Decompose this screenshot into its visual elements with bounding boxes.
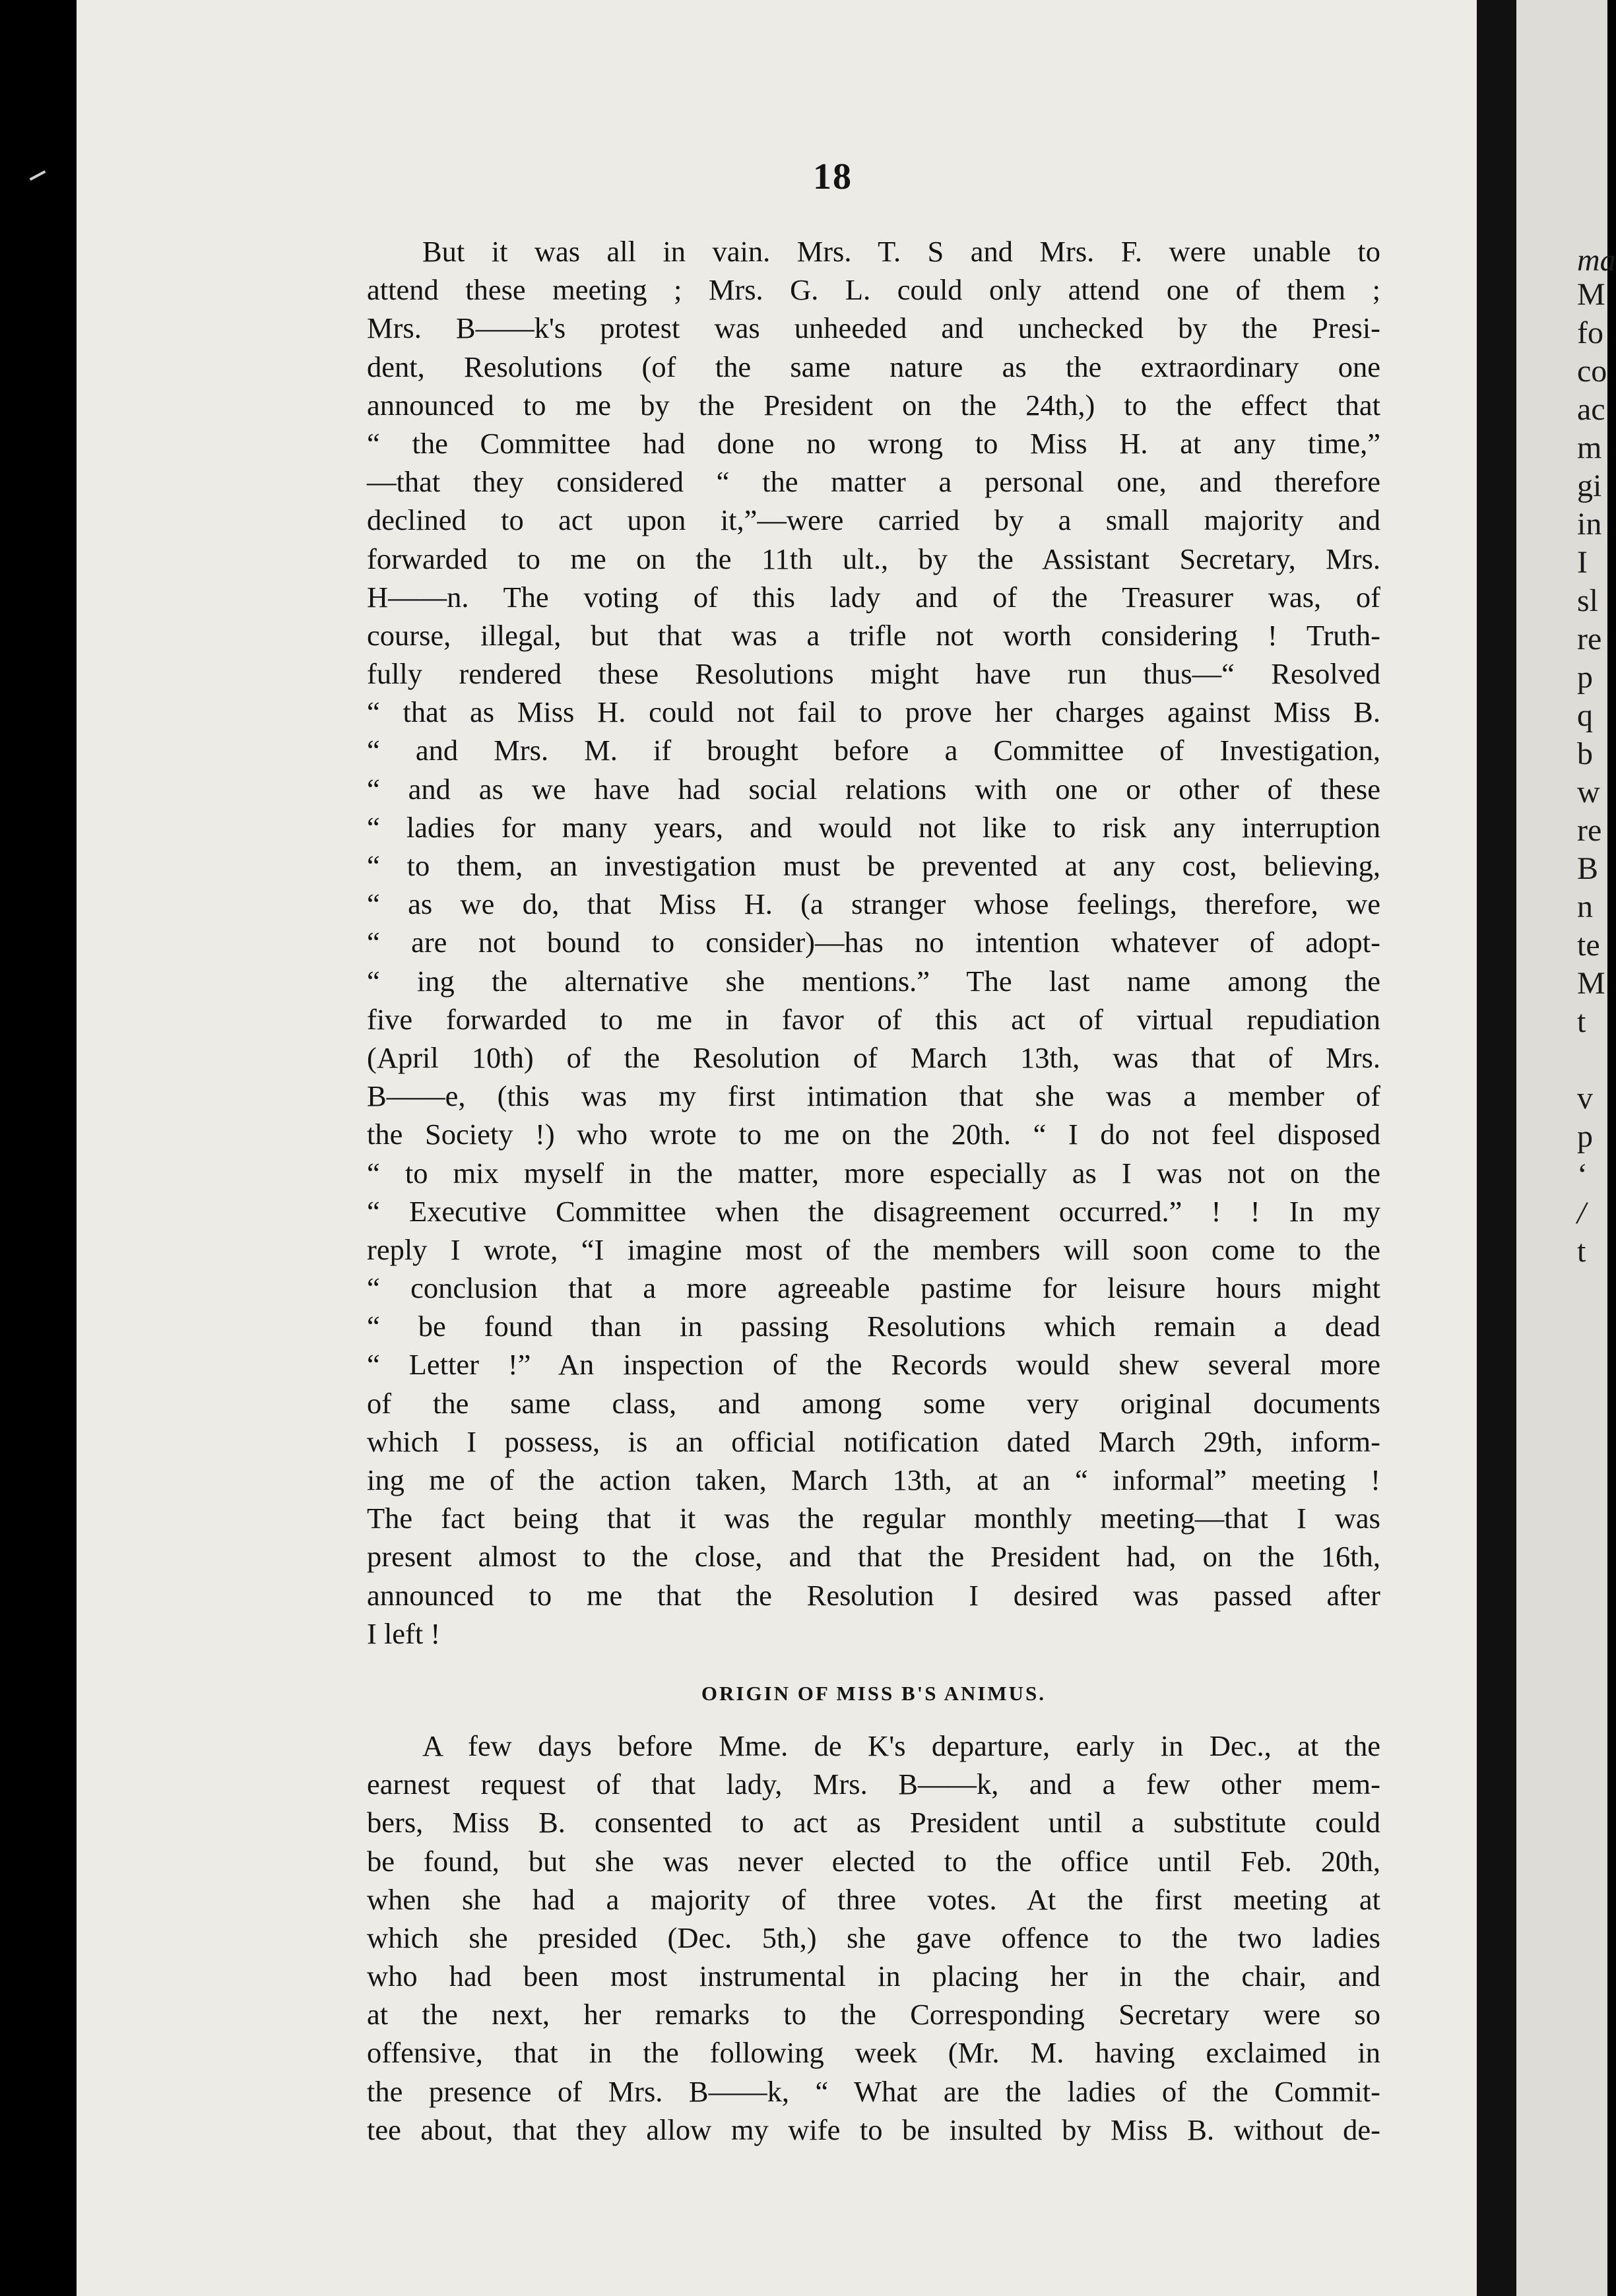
- text-line: when she had a majority of three votes. At the first meeting at: [367, 1882, 1380, 1916]
- text-line: “ be found than in passing Resolutions which remain a dead: [367, 1310, 1380, 1343]
- text-line: the Society !) who wrote to me on the 20th. “ I do not feel disposed: [367, 1118, 1380, 1151]
- text-line: “ the Committee had done no wrong to Miss H. at any time,”: [367, 426, 1380, 460]
- facing-line-fragment: q: [1577, 698, 1593, 733]
- text-line: earnest request of that lady, Mrs. B——k, and a few other mem-: [367, 1768, 1380, 1801]
- text-line: tee about, that they allow my wife to be insulted by Miss B. without de-: [367, 2113, 1380, 2146]
- facing-line-fragment: re: [1577, 622, 1602, 656]
- text-line: “ ladies for many years, and would not like to risk any interruption: [367, 810, 1380, 844]
- text-line: fully rendered these Resolutions might have run thus—“ Resolved: [367, 657, 1380, 691]
- main-text-block: [367, 232, 1380, 2149]
- text-line: A few days before Mme. de K's departure, early in Dec., at the: [422, 1729, 1380, 1762]
- text-line: B——e, (this was my first intimation that she was a member of: [367, 1079, 1380, 1113]
- facing-line-fragment: gi: [1577, 468, 1602, 503]
- facing-line-fragment: v: [1577, 1081, 1593, 1116]
- text-line: I left !: [367, 1616, 441, 1650]
- text-line: dent, Resolutions (of the same nature as the extraordinary one: [367, 350, 1380, 383]
- text-line: “ and as we have had social relations with one or other of these: [367, 772, 1380, 806]
- facing-line-fragment: ac: [1577, 392, 1605, 427]
- text-line: at the next, her remarks to the Corresponding Secretary were so: [367, 1998, 1380, 2031]
- facing-line-fragment: te: [1577, 928, 1600, 963]
- text-line: which she presided (Dec. 5th,) she gave offence to the two ladies: [367, 1921, 1380, 1954]
- text-line: —that they considered “ the matter a personal one, and therefore: [367, 465, 1380, 499]
- book-gutter: [1477, 0, 1516, 2296]
- text-line: attend these meeting ; Mrs. G. L. could only attend one of them ;: [367, 273, 1380, 307]
- text-line: bers, Miss B. consented to act as President until a substitute could: [367, 1806, 1380, 1839]
- text-line: The fact being that it was the regular monthly meeting—that I was: [367, 1502, 1380, 1535]
- facing-line-fragment: ‘: [1577, 1157, 1588, 1192]
- text-line: announced to me that the Resolution I desired was passed after: [367, 1578, 1380, 1612]
- text-line: “ that as Miss H. could not fail to prove her charges against Miss B.: [367, 695, 1380, 729]
- text-line: offensive, that in the following week (Mr. M. having exclaimed in: [367, 2036, 1380, 2070]
- text-line: forwarded to me on the 11th ult., by the Assistant Secretary, Mrs.: [367, 542, 1380, 575]
- paragraph-2: [367, 1727, 1380, 2149]
- stray-scan-mark: [30, 170, 46, 181]
- facing-line-fragment: t: [1577, 1004, 1586, 1039]
- facing-line-fragment: m: [1577, 430, 1602, 465]
- text-line: declined to act upon it,”—were carried by a small majority and: [367, 503, 1380, 537]
- text-line: ing me of the action taken, March 13th, at an “ informal” meeting !: [367, 1463, 1380, 1496]
- text-line: “ Letter !” An inspection of the Records would shew several more: [367, 1348, 1380, 1382]
- text-line: reply I wrote, “I imagine most of the members will soon come to the: [367, 1232, 1380, 1266]
- facing-line-fragment: fo: [1577, 315, 1603, 350]
- text-line: Mrs. B——k's protest was unheeded and unchecked by the Presi-: [367, 311, 1380, 345]
- text-line: (April 10th) of the Resolution of March 13th, was that of Mrs.: [367, 1040, 1380, 1074]
- text-line: “ to mix myself in the matter, more especially as I was not on the: [367, 1156, 1380, 1190]
- facing-line-fragment: co: [1577, 354, 1607, 389]
- text-line: “ Executive Committee when the disagreement occurred.” ! ! In my: [367, 1194, 1380, 1228]
- text-line: But it was all in vain. Mrs. T. S and Mrs. F. were unable to: [422, 235, 1380, 268]
- text-line: “ as we do, that Miss H. (a stranger whose feelings, therefore, we: [367, 887, 1380, 921]
- text-line: the presence of Mrs. B——k, “ What are the ladies of the Commit-: [367, 2074, 1380, 2108]
- paragraph-1: [367, 232, 1380, 1653]
- text-line: “ ing the alternative she mentions.” The last name among the: [367, 964, 1380, 998]
- text-line: who had been most instrumental in placing her in the chair, and: [367, 1960, 1380, 1993]
- facing-line-fragment: w: [1577, 775, 1600, 810]
- text-line: H——n. The voting of this lady and of the Treasurer was, of: [367, 580, 1380, 614]
- facing-line-fragment: M: [1577, 966, 1605, 1001]
- facing-line-fragment: ma: [1577, 243, 1616, 278]
- facing-line-fragment: p: [1577, 660, 1593, 695]
- text-line: “ and Mrs. M. if brought before a Committee of Investigation,: [367, 734, 1380, 767]
- facing-line-fragment: b: [1577, 736, 1593, 771]
- facing-line-fragment: re: [1577, 813, 1602, 848]
- facing-line-fragment: in: [1577, 507, 1602, 542]
- facing-line-fragment: sl: [1577, 583, 1599, 618]
- text-line: be found, but she was never elected to the office until Feb. 20th,: [367, 1844, 1380, 1878]
- facing-line-fragment: t: [1577, 1234, 1586, 1269]
- facing-line-fragment: p: [1577, 1119, 1593, 1154]
- text-line: “ conclusion that a more agreeable pastime for leisure hours might: [367, 1271, 1380, 1305]
- text-line: “ to them, an investigation must be prevented at any cost, believing,: [367, 849, 1380, 882]
- facing-line-fragment: n: [1577, 889, 1593, 924]
- text-line: five forwarded to me in favor of this act of virtual repudiation: [367, 1002, 1380, 1036]
- text-line: present almost to the close, and that the President had, on the 16th,: [367, 1540, 1380, 1574]
- text-line: announced to me by the President on the 24th,) to the effect that: [367, 388, 1380, 422]
- text-line: course, illegal, but that was a trifle not worth considering ! Truth-: [367, 618, 1380, 652]
- page-number: 18: [813, 156, 853, 197]
- facing-line-fragment: M: [1577, 277, 1605, 312]
- text-line: “ are not bound to consider)—has no intention whatever of adopt-: [367, 926, 1380, 959]
- section-heading: ORIGIN OF MISS B'S ANIMUS.: [701, 1681, 1047, 1705]
- facing-line-fragment: /: [1577, 1196, 1586, 1230]
- facing-page: [1516, 0, 1616, 2296]
- facing-line-fragment: I: [1577, 545, 1588, 580]
- facing-line-fragment: B: [1577, 851, 1599, 886]
- text-line: of the same class, and among some very original documents: [367, 1386, 1380, 1420]
- text-line: which I possess, is an official notification dated March 29th, inform-: [367, 1424, 1380, 1458]
